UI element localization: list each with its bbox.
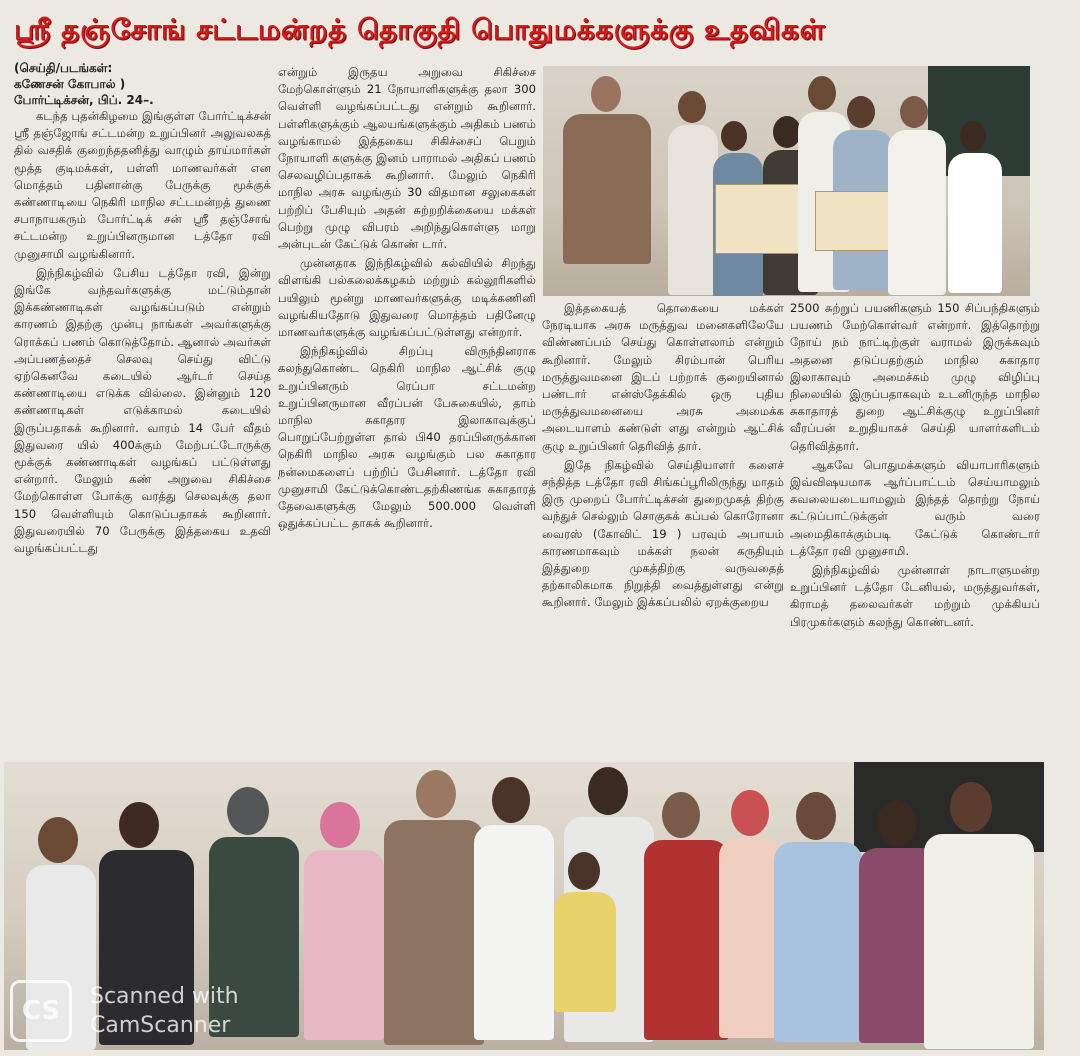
article-column-2 xyxy=(278,64,536,754)
camscanner-watermark xyxy=(10,980,280,1042)
paragraph: முன்னதாக இந்நிகழ்வில் கல்வியில் சிறந்து விளங்கி பல்கலைக்கழகம் மற்றும் கல்லூரிகளில் பயிலும் மூன்று மாணவர்களுக்கு மடிக்கணினி வழங்கியதோடு இதுவரை மொத்தம் பதினேழு மாணவர்களுக்கு வழங்கப்பட்டுள்ளது என்றார். xyxy=(278,256,536,340)
article-column-1 xyxy=(14,60,271,758)
paragraph: ஆகவே பொதுமக்களும் வியாபாரிகளும் இவ்விஷயமாக ஆர்ப்பாட்டம் செய்யாமலும் கவலையடையாமலும் இந்தத் தொற்று நோய் கட்டுப்பாட்டுக்குள் வரும் வரை அமைதிகாக்கும்படி கேட்டுக் கொண்டார் டத்தோ ரவி முனுசாமி. xyxy=(790,457,1040,558)
article-column-3 xyxy=(542,300,784,756)
paragraph: இதே நிகழ்வில் செய்தியாளர் களைச் சந்தித்த டத்தோ ரவி சிங்கப்பூரிலிருந்து மாதம் இரு முறைப் போர்ட்டிக்சன் துறைமுகத் திற்கு வந்துச் செல்லும் சொகுசுக் கப்பல் கொரோனா வைரஸ் (கோவிட் 19 ) பரவும் அபாயம் காரணமாகவும் மக்கள் நலன் கருதியும் இத்துறை முகத்திற்கு வருவதைத் தற்காலிகமாக நிறுத்தி வைத்துள்ளது என்று கூறினார். மேலும் இக்கப்பலில் ஏறக்குறைய xyxy=(542,457,784,610)
watermark-line-1: Scanned with xyxy=(90,984,239,1009)
byline xyxy=(14,60,271,108)
byline-author: கணேசன் கோபால் ) xyxy=(14,77,126,91)
paragraph: 2500 சுற்றுப் பயணிகளும் 150 சிப்பந்திகளும் பயணம் மேற்கொள்வர் என்றார். இத்தொற்று நோய் நம் நாட்டிற்குள் வராமல் இருக்கவும் அதனை தடுப்பதற்கும் மாநில சுகாதார இலாகாவும் அமைச்சும் முழு விழிப்பு நிலையில் இருப்பதாகவும் உடனிருந்த மாநில சுகாதாரத் துறை ஆட்சிக்குழு உறுப்பினர் வீரப்பன் உறுதியாகச் செய்தி யாளர்களிடம் தெரிவித்தார். xyxy=(790,301,1040,453)
laptop-box xyxy=(715,184,809,254)
article-column-4 xyxy=(790,300,1040,756)
photo-laptop-handover xyxy=(543,66,1030,296)
headline: ஸ்ரீ தஞ்சோங் சட்டமன்றத் தொகுதி பொதுமக்களுக்கு உதவிகள் xyxy=(14,13,826,46)
paragraph: இந்நிகழ்வில் முன்னாள் நாடாளுமன்ற உறுப்பினர் டத்தோ டேனியல், மருத்துவர்கள், கிராமத் தலைவர்கள் மற்றும் முக்கியப் பிரமுகர்களும் கலந்து கொண்டனர். xyxy=(790,563,1040,629)
paragraph: என்றும் இருதய அறுவை சிகிச்சை மேற்கொள்ளும் 21 நோயாளிகளுக்கு தலா 300 வெள்ளி வழங்கப்பட்டது என்றும் கூறினார். பள்ளிகளுக்கும் ஆலயங்களுக்கும் அதிகம் பணம் வழங்காமல் இத்தகைய சிகிச்சைப் பெறும் நோயாளி களுக்கு இனம் பாராமல் அதிகப் பணம் செலவழிப்பதாகக் கூறினார். மேலும் நெகிரி மாநில அரசு வழங்கும் 30 விதமான சலுகைகள் பற்றிப் பேசியும் அதன் சுற்றறிக்கையை மக்கள் பெற்று முழு விபரம் அறிந்துகொள்ளு மாறு அன்புடன் கேட்டுக் கொண் டார். xyxy=(278,65,536,252)
byline-dateline: போர்ட்டிக்சன், பிப். 24–. xyxy=(14,93,154,107)
paragraph: கடந்த புதன்கிழமை இங்குள்ள போர்ட்டிக்சன் ஸ்ரீ தஞ்ஜோங் சட்டமன்ற உறுப்பினர் அலுவலகத் தில் வசதிக் குறைந்ததனித்து வாழும் தாய்மார்கள் மூத்த குடிமக்கள், பள்ளி மாணவர்கள் என மொத்தம் பதினான்கு பேருக்கு மூக்குக் கண்ணாடியை நெகிரி மாநில சட்டமன்றத் துணை சபாநாயகரும் போர்ட்டிக் சன் ஸ்ரீ தஞ்சோங் சட்டமன்ற உறுப்பினருமான டத்தோ ரவி முனுசாமி வழங்கினார். xyxy=(14,109,271,261)
watermark-text xyxy=(90,982,239,1040)
watermark-line-2: CamScanner xyxy=(90,1013,231,1038)
paragraph: இந்நிகழ்வில் பேசிய டத்தோ ரவி, இன்று இங்கே வந்தவர்களுக்கு மட்டும்தான் இக்கண்ணாடிகள் வழங்கப்படும் என்றும் காரணம் இதற்கு முன்பு நாங்கள் அவர்களுக்கு ரொக்கப் பணம் கொடுத்தோம். ஆனால் அவர்கள் அப்பணத்தைச் செலவு செய்து விட்டு ஏற்கெனவே கடையில் ஆர்டர் செய்த கண்ணாடியை எடுக்க வில்லை. இன்னும் 120 கண்ணாடிகள் எடுக்காமல் கடையில் இருப்பதாகக் கூறினார். வாரம் 14 பேர் வீதம் இதுவரை யில் 400க்கும் மேற்பட்டோருக்கு மூக்குக் கண்ணாடிகள் வழங்கப் பட்டுள்ளது என்றார். மேலும் கண் அறுவை சிகிச்சை மேற்கொள்ள போக்கு வரத்து செலவுக்கு தலா 150 வெள்ளியும் கொடுப்பதாகக் கூறினார். இதுவரையில் 70 பேருக்கு இத்தகைய உதவி வழங்கப்பட்டது xyxy=(14,265,271,556)
byline-source: (செய்தி/படங்கள்: xyxy=(14,61,113,75)
paragraph: இந்நிகழ்வில் சிறப்பு விருந்தினராக கலந்துகொண்ட நெகிரி மாநில ஆட்சிக் குழு உறுப்பினரும் ரெப்பா சட்டமன்ற உறுப்பினருமான வீரப்பன் பேசுகையில், தாம் மாநில சுகாதார இலாகாவுக்குப் பொறுப்பேற்றுள்ள தால் பி40 தரப்பினருக்கான நெகிரி மாநில அரசு வழங்கும் பல சுகாதார நன்மைகளைப் பற்றிப் பேசினார். டத்தோ ரவி முனுசாமி கேட்டுக்கொண்டதற்கிணங்க சுகாதாரத் தேவைகளுக்கு மேலும் 500.000 வெள்ளி ஒதுக்கப்பட்ட தாகக் கூறினார். xyxy=(278,344,536,531)
camscanner-logo: CS xyxy=(10,980,72,1042)
paragraph: இத்தகையத் தொகையை மக்கள் நேரடியாக அரசு மருத்துவ மனைகளிலேயே விண்ணப்பம் செய்து கொள்ளலாம் என்றும் கூறினார். மேலும் சிரம்பான் பெரிய மருத்துவமனை இடப் பற்றாக் குறையினால் பண்டார் என்ஸ்தேக்கில் ஒரு புதிய மருத்துவமனையை அரசு அமைக்க அடையாளம் கண்டுள் ளது என்றும் ஆட்சிக் குழு உறுப்பினர் தெரிவித் தார். xyxy=(542,301,784,453)
